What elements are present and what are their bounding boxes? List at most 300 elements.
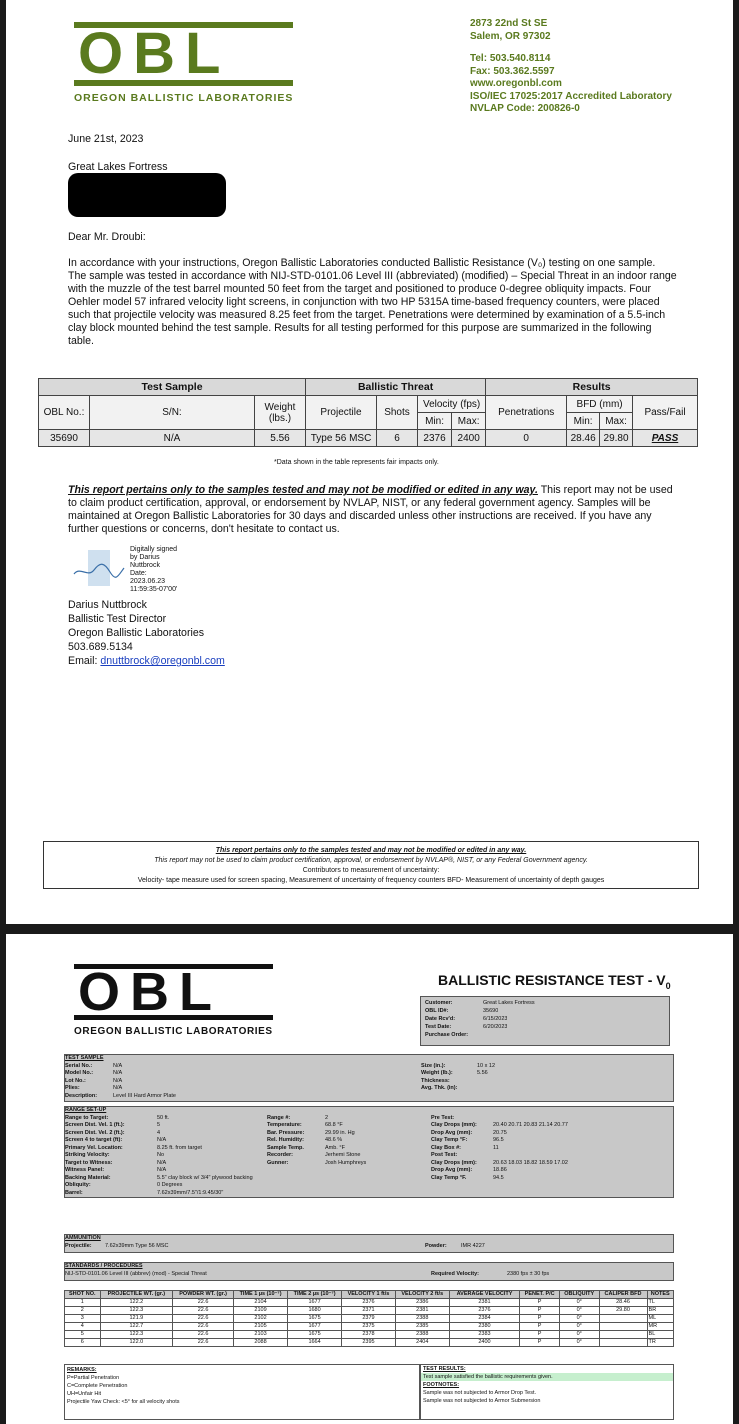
cell-vmax: 2400	[452, 430, 486, 447]
shots-header: NOTES	[647, 1291, 673, 1299]
group-test-sample: Test Sample	[39, 379, 306, 396]
email-link[interactable]: dnuttbrock@oregonbl.com	[100, 655, 225, 667]
sig-line: by Darius	[130, 554, 160, 561]
range-field: 7.62x39mm/7.5"/1:9.45/30"	[157, 1189, 224, 1196]
range-field	[325, 1175, 431, 1183]
shots-cell: TL	[647, 1299, 673, 1307]
range-row	[65, 1145, 673, 1153]
test-sample-row	[65, 1078, 673, 1086]
range-field: Amb. °F	[325, 1144, 345, 1151]
redaction-block	[68, 173, 226, 217]
test-sample-field: N/A	[113, 1062, 123, 1069]
ci-label: Test Date:	[425, 1024, 452, 1030]
shots-header: TIME 1 µs (10⁻⁷)	[234, 1291, 288, 1299]
letter-para1: In accordance with your instructions, Oregon Ballistic Laboratories conducted Ballistic Resistance (V₀) testing on one sample.	[68, 257, 656, 269]
shots-cell: 2395	[342, 1339, 396, 1347]
shots-cell: 0°	[559, 1339, 599, 1347]
range-field: Primary Vel. Location:	[65, 1144, 123, 1151]
ci-label: Date Rcv'd:	[425, 1016, 456, 1022]
range-field: Target to Witness:	[65, 1159, 113, 1166]
test-results-title: TEST RESULTS:	[423, 1366, 466, 1372]
remark-item: Projectile Yaw Check: <5° for all velocity shots	[67, 1399, 180, 1405]
shots-cell: 22.6	[173, 1323, 234, 1331]
shots-header: SHOT NO.	[65, 1291, 101, 1299]
lab-address	[470, 18, 672, 116]
range-row	[65, 1130, 673, 1138]
signer-block	[68, 598, 225, 668]
footer-line2: This report may not be used to claim product certification, approval, or endorsement by NVLAP®, NIST, or any Federal Government agency.	[154, 857, 588, 864]
shots-table	[64, 1290, 674, 1347]
test-sample-row	[65, 1063, 673, 1071]
test-sample-field: Description:	[65, 1092, 98, 1099]
group-results: Results	[486, 379, 698, 396]
shots-cell: 1677	[288, 1323, 342, 1331]
remarks-title: REMARKS:	[67, 1367, 97, 1373]
test-sample-field: Size (in.):	[421, 1062, 446, 1069]
range-row	[65, 1122, 673, 1130]
logo-subtitle: OREGON BALLISTIC LABORATORIES	[74, 92, 294, 104]
range-field: Screen Dist. Vel. 2 (ft.):	[65, 1129, 125, 1136]
hdr-vmin: Min:	[418, 413, 452, 430]
test-sample-field: Serial No.:	[65, 1062, 93, 1069]
shots-cell: 28.46	[599, 1299, 647, 1307]
test-sample-row	[65, 1070, 673, 1078]
shots-cell: 2385	[395, 1323, 449, 1331]
group-ballistic-threat: Ballistic Threat	[306, 379, 486, 396]
range-field: Pre Test:	[431, 1114, 455, 1121]
footer-line4: Velocity- tape measure used for screen spacing, Measurement of uncertainty of frequency counters BFD- Measurement of uncertainty of depth gauges	[137, 877, 605, 884]
shots-cell: 2381	[449, 1299, 520, 1307]
hdr-weight: Weight (lbs.)	[255, 396, 306, 430]
digital-signature-text	[130, 546, 177, 594]
table-footnote: *Data shown in the table represents fair impacts only.	[274, 459, 439, 466]
shots-cell: 0°	[559, 1323, 599, 1331]
shots-header: CALIPER BFD	[599, 1291, 647, 1299]
test-sample-field: N/A	[113, 1077, 123, 1084]
range-setup-section	[64, 1106, 674, 1198]
page1-footer	[43, 841, 699, 889]
report-disclaimer-rest: This report may not be used to claim product certification, approval, or endorsement by NVLAP, NIST, or any federal government agency. Samples will be maintained at Oregon Ballistic Laboratories for 30 days and discarded unless other instructions are received. If you have any further questions or concerns, don't hesitate to contact us.	[68, 484, 673, 535]
ci-value: 35690	[483, 1008, 499, 1014]
test-sample-field: Model No.:	[65, 1070, 94, 1076]
range-row	[65, 1167, 673, 1175]
table-row	[39, 430, 698, 447]
table-row	[65, 1299, 674, 1307]
sheet-title	[438, 972, 671, 991]
shots-cell: P	[520, 1307, 560, 1315]
test-sample-field: Weight (lb.):	[421, 1070, 453, 1076]
ci-value: 6/20/2023	[483, 1024, 508, 1030]
table-row	[65, 1307, 674, 1315]
customer-name: Great Lakes Fortress	[68, 161, 168, 173]
range-field: 50 ft.	[157, 1114, 170, 1121]
cell-sn: N/A	[90, 430, 255, 447]
email-label: Email:	[68, 655, 101, 667]
sig-line: Digitally signed	[130, 546, 178, 553]
shots-cell: 122.3	[100, 1331, 173, 1339]
shots-cell: 1680	[288, 1307, 342, 1315]
cell-bfdmin: 28.46	[567, 430, 600, 447]
range-field: 94.5	[493, 1174, 504, 1181]
range-field: Temperature:	[267, 1122, 302, 1128]
section-title: TEST SAMPLE	[65, 1055, 104, 1061]
test-sample-field: Level III Hard Armor Plate	[113, 1092, 176, 1099]
shots-header: VELOCITY 1 ft/s	[342, 1291, 396, 1299]
range-field: Sample Temp.	[267, 1144, 304, 1151]
range-field: 20.63 18.03 18.82 18.59 17.02	[493, 1159, 568, 1166]
test-sample-section	[64, 1054, 674, 1102]
shots-cell: 121.9	[100, 1315, 173, 1323]
shots-cell: 22.6	[173, 1299, 234, 1307]
range-field: 0 Degrees	[157, 1182, 183, 1188]
remark-item: UH=Unfair Hit	[67, 1391, 102, 1397]
report-disclaimer	[68, 484, 678, 536]
range-row	[65, 1160, 673, 1168]
ammo-projectile-label: Projectile:	[65, 1242, 92, 1249]
section-title: STANDARDS / PROCEDURES	[65, 1263, 143, 1269]
range-field: N/A	[157, 1167, 167, 1173]
ammo-powder-label: Powder:	[425, 1242, 447, 1249]
range-row	[65, 1175, 673, 1183]
hdr-bfdmin: Min:	[567, 413, 600, 430]
shots-cell: TR	[647, 1339, 673, 1347]
remark-item: P=Partial Penetration	[67, 1375, 120, 1381]
shots-cell	[599, 1323, 647, 1331]
range-field: N/A	[157, 1137, 167, 1143]
test-sample-field: N/A	[113, 1070, 123, 1076]
section-title: RANGE SET-UP	[65, 1107, 107, 1113]
shots-cell: 1675	[288, 1331, 342, 1339]
range-row	[65, 1152, 673, 1160]
range-row	[65, 1190, 673, 1198]
footer-line3: Contributors to measurement of uncertainty:	[302, 867, 440, 874]
shots-cell: ML	[647, 1315, 673, 1323]
range-field: Striking Velocity:	[65, 1152, 110, 1158]
letter-date: June 21st, 2023	[68, 133, 144, 145]
range-field: Clay Drops (mm):	[431, 1122, 477, 1128]
range-field	[267, 1182, 325, 1190]
sig-line: 11:59:35-07'00'	[130, 586, 178, 593]
shots-header: POWDER WT. (gr.)	[173, 1291, 234, 1299]
range-field: Barrel:	[65, 1189, 83, 1196]
required-velocity-label: Required Velocity:	[431, 1270, 479, 1277]
range-row	[65, 1137, 673, 1145]
shots-cell: 1675	[288, 1315, 342, 1323]
footer-line1: This report pertains only to the samples tested and may not be modified or edited in any way.	[215, 847, 527, 854]
signature-mark-icon	[70, 548, 126, 588]
salutation: Dear Mr. Droubi:	[68, 231, 146, 243]
range-field: Clay Drops (mm):	[431, 1159, 477, 1166]
range-field: 96.5	[493, 1137, 504, 1143]
test-sample-field: Thickness:	[421, 1077, 450, 1084]
shots-cell: 3	[65, 1315, 101, 1323]
shots-cell: 1	[65, 1299, 101, 1307]
logo-letters: OBL	[74, 964, 273, 1020]
lab-nvlap: NVLAP Code: 200826-0	[470, 103, 580, 114]
cell-result: PASS	[633, 430, 698, 447]
range-field: 8.25 ft. from target	[157, 1144, 202, 1151]
range-field: 29.99 in. Hg	[325, 1129, 355, 1136]
cell-shots: 6	[377, 430, 418, 447]
hdr-bfdmax: Max:	[600, 413, 633, 430]
report-page-2	[6, 934, 733, 1424]
shots-header: PENET. P/C	[520, 1291, 560, 1299]
range-row	[65, 1182, 673, 1190]
shots-cell: 22.6	[173, 1331, 234, 1339]
signer-phone: 503.689.5134	[68, 641, 133, 653]
range-field	[325, 1190, 431, 1198]
table-row	[65, 1323, 674, 1331]
test-sample-field: N/A	[113, 1085, 123, 1091]
shots-cell: 2386	[395, 1299, 449, 1307]
footnote-item: Sample was not subjected to Armor Submersion	[423, 1398, 541, 1404]
shots-cell: 2380	[449, 1323, 520, 1331]
shots-cell: 2375	[342, 1323, 396, 1331]
ammo-powder: IMR 4227	[461, 1242, 485, 1249]
cell-projectile: Type 56 MSC	[306, 430, 377, 447]
hdr-velocity: Velocity (fps)	[418, 396, 486, 413]
sheet-title-text: BALLISTIC RESISTANCE TEST - V	[438, 972, 666, 988]
test-sample-row	[65, 1093, 673, 1101]
ci-value: Great Lakes Fortress	[483, 1000, 535, 1006]
test-sample-field: 10 x 12	[477, 1062, 496, 1069]
shots-cell: P	[520, 1339, 560, 1347]
shots-cell: 2376	[449, 1307, 520, 1315]
range-field: 5.5" clay block w/ 3/4" plywood backing	[157, 1174, 253, 1181]
range-field	[325, 1167, 431, 1175]
hdr-bfd: BFD (mm)	[567, 396, 633, 413]
ammunition-section	[64, 1234, 674, 1253]
shots-cell: 4	[65, 1323, 101, 1331]
range-field: Obliquity:	[65, 1182, 91, 1188]
test-sample-field: Avg. Thk. (in):	[421, 1085, 458, 1091]
ci-label: Customer:	[425, 1000, 453, 1006]
range-field: 18.86	[493, 1167, 507, 1173]
shots-cell: 2105	[234, 1323, 288, 1331]
shots-cell: 0°	[559, 1315, 599, 1323]
range-field: 4	[157, 1129, 161, 1136]
test-sample-field	[421, 1093, 477, 1101]
signer-name: Darius Nuttbrock	[68, 599, 147, 611]
cell-weight: 5.56	[255, 430, 306, 447]
shots-cell: 0°	[559, 1307, 599, 1315]
shots-cell: 122.2	[100, 1299, 173, 1307]
footnote-item: Sample was not subjected to Armor Drop Test.	[423, 1390, 537, 1396]
signer-org: Oregon Ballistic Laboratories	[68, 627, 205, 639]
shots-cell: 1664	[288, 1339, 342, 1347]
range-field: 20.40 20.71 20.83 21.14 20.77	[493, 1122, 568, 1128]
sheet-title-sub: 0	[665, 980, 671, 991]
range-field: Clay Temp °F:	[431, 1137, 468, 1143]
range-field: Drop Avg (mm):	[431, 1167, 473, 1173]
shots-cell: 5	[65, 1331, 101, 1339]
shots-cell: MR	[647, 1323, 673, 1331]
range-field	[267, 1175, 325, 1183]
shots-cell: 0°	[559, 1299, 599, 1307]
shots-cell: 22.6	[173, 1307, 234, 1315]
shots-header: AVERAGE VELOCITY	[449, 1291, 520, 1299]
range-field	[431, 1190, 493, 1198]
shots-cell: 2388	[395, 1315, 449, 1323]
range-field: Josh Humphreys	[325, 1159, 367, 1166]
shots-cell: 2102	[234, 1315, 288, 1323]
ci-label: Purchase Order:	[425, 1032, 469, 1038]
range-field: Backing Material:	[65, 1174, 111, 1181]
range-field: 48.6 %	[325, 1137, 343, 1143]
sig-line: 2023.06.23	[130, 578, 166, 585]
signer-title: Ballistic Test Director	[68, 613, 167, 625]
shots-cell: 2404	[395, 1339, 449, 1347]
range-field: 68.8 °F	[325, 1122, 343, 1128]
ammo-projectile: 7.62x39mm Type 56 MSC	[105, 1242, 169, 1249]
table-row	[65, 1339, 674, 1347]
hdr-penetrations: Penetrations	[486, 396, 567, 430]
shots-cell: 2371	[342, 1307, 396, 1315]
sig-line: Nuttbrock	[130, 562, 160, 569]
section-title: AMMUNITION	[65, 1235, 101, 1241]
range-field: Gunner:	[267, 1159, 289, 1166]
shots-cell: 122.0	[100, 1339, 173, 1347]
shots-cell: 22.6	[173, 1339, 234, 1347]
cell-bfdmax: 29.80	[600, 430, 633, 447]
logo-letters: OBL	[74, 22, 293, 86]
range-field: Screen Dist. Vel. 1 (ft.):	[65, 1122, 125, 1128]
shots-cell: 2388	[395, 1331, 449, 1339]
shots-cell	[599, 1315, 647, 1323]
test-sample-row	[65, 1085, 673, 1093]
shots-header: VELOCITY 2 ft/s	[395, 1291, 449, 1299]
shots-cell	[599, 1331, 647, 1339]
obl-logo	[74, 22, 293, 104]
signer-email-row	[68, 654, 225, 668]
range-field	[431, 1182, 493, 1190]
remark-item: C=Complete Penetration	[67, 1383, 128, 1389]
hdr-projectile: Projectile	[306, 396, 377, 430]
cell-penetrations: 0	[486, 430, 567, 447]
standard-text: NIJ-STD-0101.06 Level III (abbrev) (mod) - Special Threat	[65, 1270, 207, 1277]
hdr-obl: OBL No.:	[39, 396, 90, 430]
range-field: Post Test:	[431, 1152, 458, 1158]
shots-cell: 6	[65, 1339, 101, 1347]
range-field: 5	[157, 1122, 161, 1128]
report-page-1	[6, 0, 733, 924]
shots-cell: 122.3	[100, 1307, 173, 1315]
shots-cell: P	[520, 1331, 560, 1339]
letter-para2: The sample was tested in accordance with NIJ-STD-0101.06 Level III (abbreviated) (modified) – Special Threat in an indoor range with the muzzle of the test barrel mounted 50 feet from the target and positioned to produce 0-degree obliquity impacts. Four Oehler model 57 infrared velocity light screens, in conjunction with two HP 5315A time-based frequency counters, were placed such that projectile velocity was measured 8.25 feet from the target. Penetrations were determined by examination of a 5.5-inch clay block mounted behind the test sample. Results for all testing performed for this purpose are summarized in the following table.	[68, 270, 677, 347]
range-field: Witness Panel:	[65, 1167, 105, 1173]
cell-vmin: 2376	[418, 430, 452, 447]
range-field: N/A	[157, 1159, 167, 1166]
hdr-sn: S/N:	[90, 396, 255, 430]
range-field: Clay Temp °F.	[431, 1174, 467, 1181]
shots-cell: 2379	[342, 1315, 396, 1323]
standards-section	[64, 1262, 674, 1281]
letter-body	[68, 257, 678, 348]
range-field: Bar. Pressure:	[267, 1129, 305, 1136]
shots-cell: 2376	[342, 1299, 396, 1307]
range-row	[65, 1115, 673, 1123]
shots-cell: 2103	[234, 1331, 288, 1339]
shots-cell	[599, 1339, 647, 1347]
remarks-box	[64, 1364, 420, 1420]
shots-cell: BL	[647, 1331, 673, 1339]
shots-cell: 122.7	[100, 1323, 173, 1331]
lab-tel: Tel: 503.540.8114	[470, 53, 551, 64]
obl-logo	[74, 964, 273, 1037]
shots-cell: 2378	[342, 1331, 396, 1339]
lab-accreditation: ISO/IEC 17025:2017 Accredited Laboratory	[470, 90, 672, 102]
shots-cell: 2383	[449, 1331, 520, 1339]
hdr-vmax: Max:	[452, 413, 486, 430]
hdr-passfail: Pass/Fail	[633, 396, 698, 430]
range-field: Drop Avg (mm):	[431, 1129, 473, 1136]
hdr-shots: Shots	[377, 396, 418, 430]
footnotes-title: FOOTNOTES:	[423, 1382, 460, 1388]
cell-obl: 35690	[39, 430, 90, 447]
shots-cell: 2109	[234, 1307, 288, 1315]
ci-label: OBL ID#:	[425, 1008, 449, 1014]
required-velocity: 2380 fps ± 30 fps	[507, 1270, 550, 1277]
shots-cell: 29.80	[599, 1307, 647, 1315]
range-field: Clay Box #:	[431, 1144, 461, 1151]
shots-cell: P	[520, 1299, 560, 1307]
range-field: Range #:	[267, 1114, 291, 1121]
shots-header: OBLIQUITY	[559, 1291, 599, 1299]
range-field: Screen 4 to target (ft):	[65, 1137, 123, 1143]
sig-line: Date:	[130, 570, 147, 577]
range-field: Rel. Humidity:	[267, 1137, 304, 1143]
test-results-box	[420, 1364, 674, 1420]
address-line2: Salem, OR 97302	[470, 30, 551, 42]
shots-cell: 2104	[234, 1299, 288, 1307]
test-sample-field: Plies:	[65, 1085, 80, 1091]
shots-cell: P	[520, 1315, 560, 1323]
shots-cell: 1677	[288, 1299, 342, 1307]
results-table	[38, 378, 698, 447]
shots-cell: 2400	[449, 1339, 520, 1347]
range-field	[325, 1182, 431, 1190]
table-row	[65, 1331, 674, 1339]
range-field	[267, 1190, 325, 1198]
logo-subtitle: OREGON BALLISTIC LABORATORIES	[74, 1026, 273, 1037]
report-disclaimer-bold: This report pertains only to the samples tested and may not be modified or edited in any way.	[68, 484, 538, 496]
address-line1: 2873 22nd St SE	[470, 18, 548, 29]
range-field: 2	[325, 1114, 329, 1121]
test-sample-field: 5.56	[477, 1070, 488, 1076]
shots-cell: 0°	[559, 1331, 599, 1339]
ci-value: 6/15/2023	[483, 1016, 508, 1022]
lab-fax: Fax: 503.362.5597	[470, 65, 555, 77]
shots-cell: P	[520, 1323, 560, 1331]
test-results-text: Test sample satisfied the ballistic requirements given.	[421, 1373, 673, 1381]
shots-cell: 2381	[395, 1307, 449, 1315]
shots-cell: 2	[65, 1307, 101, 1315]
test-sample-field: Lot No.:	[65, 1077, 86, 1084]
shots-cell: 22.6	[173, 1315, 234, 1323]
shots-cell: BR	[647, 1307, 673, 1315]
range-field: Range to Target:	[65, 1114, 109, 1121]
range-field: Recorder:	[267, 1152, 293, 1158]
range-field: No	[157, 1152, 165, 1158]
range-field: 11	[493, 1144, 499, 1151]
lab-web: www.oregonbl.com	[470, 78, 562, 89]
range-field: Jerhemi Stone	[325, 1152, 361, 1158]
range-field: 20.75	[493, 1129, 507, 1136]
customer-info-box	[420, 996, 670, 1046]
table-row	[65, 1315, 674, 1323]
shots-header: PROJECTILE WT. (gr.)	[100, 1291, 173, 1299]
shots-header: TIME 2 µs (10⁻⁷)	[288, 1291, 342, 1299]
